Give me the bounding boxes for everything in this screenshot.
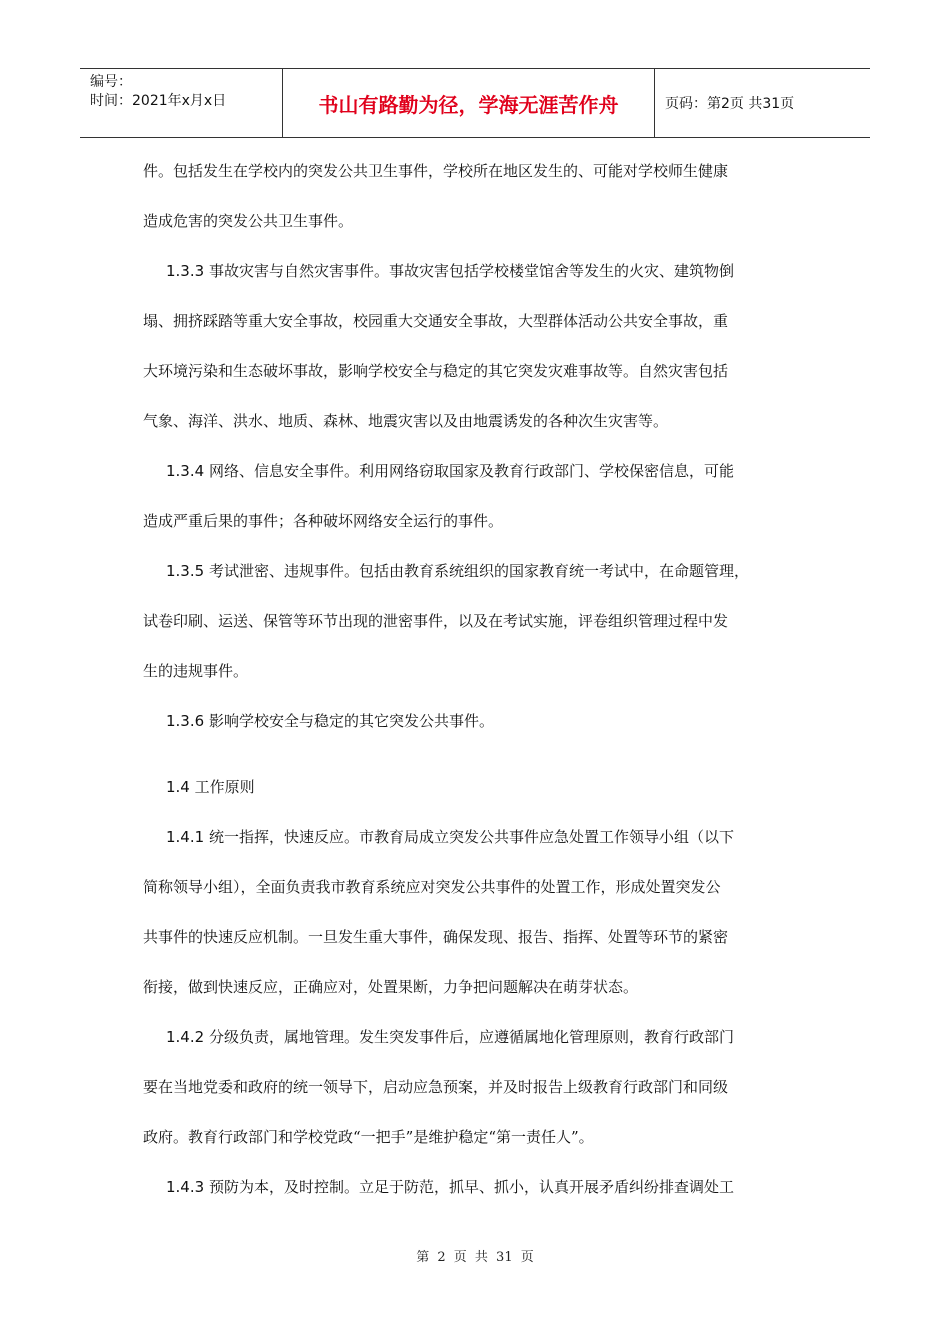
body-line: 生的违规事件。 (143, 662, 249, 680)
body-line: 大环境污染和生态破坏事故，影响学校安全与稳定的其它突发灾难事故等。自然灾害包括 (143, 362, 729, 380)
body-line: 气象、海洋、洪水、地质、森林、地震灾害以及由地震诱发的各种次生灾害等。 (143, 412, 669, 430)
body-text: 影响学校安全与稳定的其它突发公共事件。 (208, 712, 494, 730)
body-line: 政府。教育行政部门和学校党政“一把手”是维护稳定“第一责任人”。 (143, 1128, 594, 1146)
section-number: 1.3.3 (166, 262, 205, 280)
body-text: 预防为本，及时控制。立足于防范，抓早、抓小，认真开展矛盾纠纷排查调处工 (208, 1178, 734, 1196)
date-label: 时间：2021年x月x日 (90, 93, 227, 109)
section-number: 1.3.4 (166, 462, 205, 480)
section-1-3-4 (143, 450, 803, 500)
section-1-3-6 (143, 700, 803, 750)
body-text: 网络、信息安全事件。利用网络窃取国家及教育行政部门、学校保密信息，可能 (208, 462, 734, 480)
header-meta (80, 69, 282, 137)
body-line: 要在当地党委和政府的统一领导下，启动应急预案，并及时报告上级教育行政部门和同级 (143, 1078, 729, 1096)
section-number: 1.4 (166, 778, 190, 796)
section-1-3-5 (143, 550, 803, 600)
body-line: 造成危害的突发公共卫生事件。 (143, 212, 354, 230)
page-footer: 第 2 页 共 31 页 (416, 1250, 534, 1265)
number-label: 编号： (90, 74, 132, 90)
body-text: 事故灾害与自然灾害事件。事故灾害包括学校楼堂馆舍等发生的火灾、建筑物倒 (208, 262, 734, 280)
section-1-3-3 (143, 250, 803, 300)
section-number: 1.4.1 (166, 828, 205, 846)
section-title: 工作原则 (194, 778, 255, 796)
section-number: 1.3.5 (166, 562, 205, 580)
header-page-info: 页码：第2页 共31页 (665, 96, 795, 112)
section-number: 1.4.2 (166, 1028, 205, 1046)
document-header (80, 68, 870, 138)
section-number: 1.3.6 (166, 712, 205, 730)
section-1-4-2 (143, 1016, 803, 1066)
section-number: 1.4.3 (166, 1178, 205, 1196)
body-line: 件。包括发生在学校内的突发公共卫生事件，学校所在地区发生的、可能对学校师生健康 (143, 162, 729, 180)
spacer (143, 750, 803, 766)
document-body (143, 150, 803, 1216)
body-line: 简称领导小组），全面负责我市教育系统应对突发公共事件的处置工作，形成处置突发公 (143, 878, 721, 896)
section-1-4-1 (143, 816, 803, 866)
section-1-4-heading (143, 766, 803, 816)
body-line: 试卷印刷、运送、保管等环节出现的泄密事件，以及在考试实施，评卷组织管理过程中发 (143, 612, 729, 630)
header-motto: 书山有路勤为径，学海无涯苦作舟 (282, 69, 655, 137)
body-line: 塌、拥挤踩踏等重大安全事故，校园重大交通安全事故，大型群体活动公共安全事故，重 (143, 312, 729, 330)
body-text: 统一指挥，快速反应。市教育局成立突发公共事件应急处置工作领导小组（以下 (208, 828, 734, 846)
body-text: 分级负责，属地管理。发生突发事件后，应遵循属地化管理原则，教育行政部门 (208, 1028, 734, 1046)
body-line: 衔接，做到快速反应，正确应对，处置果断，力争把问题解决在萌芽状态。 (143, 978, 639, 996)
body-text: 考试泄密、违规事件。包括由教育系统组织的国家教育统一考试中，在命题管理， (208, 562, 749, 580)
body-line: 共事件的快速反应机制。一旦发生重大事件，确保发现、报告、指挥、处置等环节的紧密 (143, 928, 729, 946)
body-line: 造成严重后果的事件；各种破坏网络安全运行的事件。 (143, 512, 504, 530)
section-1-4-3 (143, 1166, 803, 1216)
